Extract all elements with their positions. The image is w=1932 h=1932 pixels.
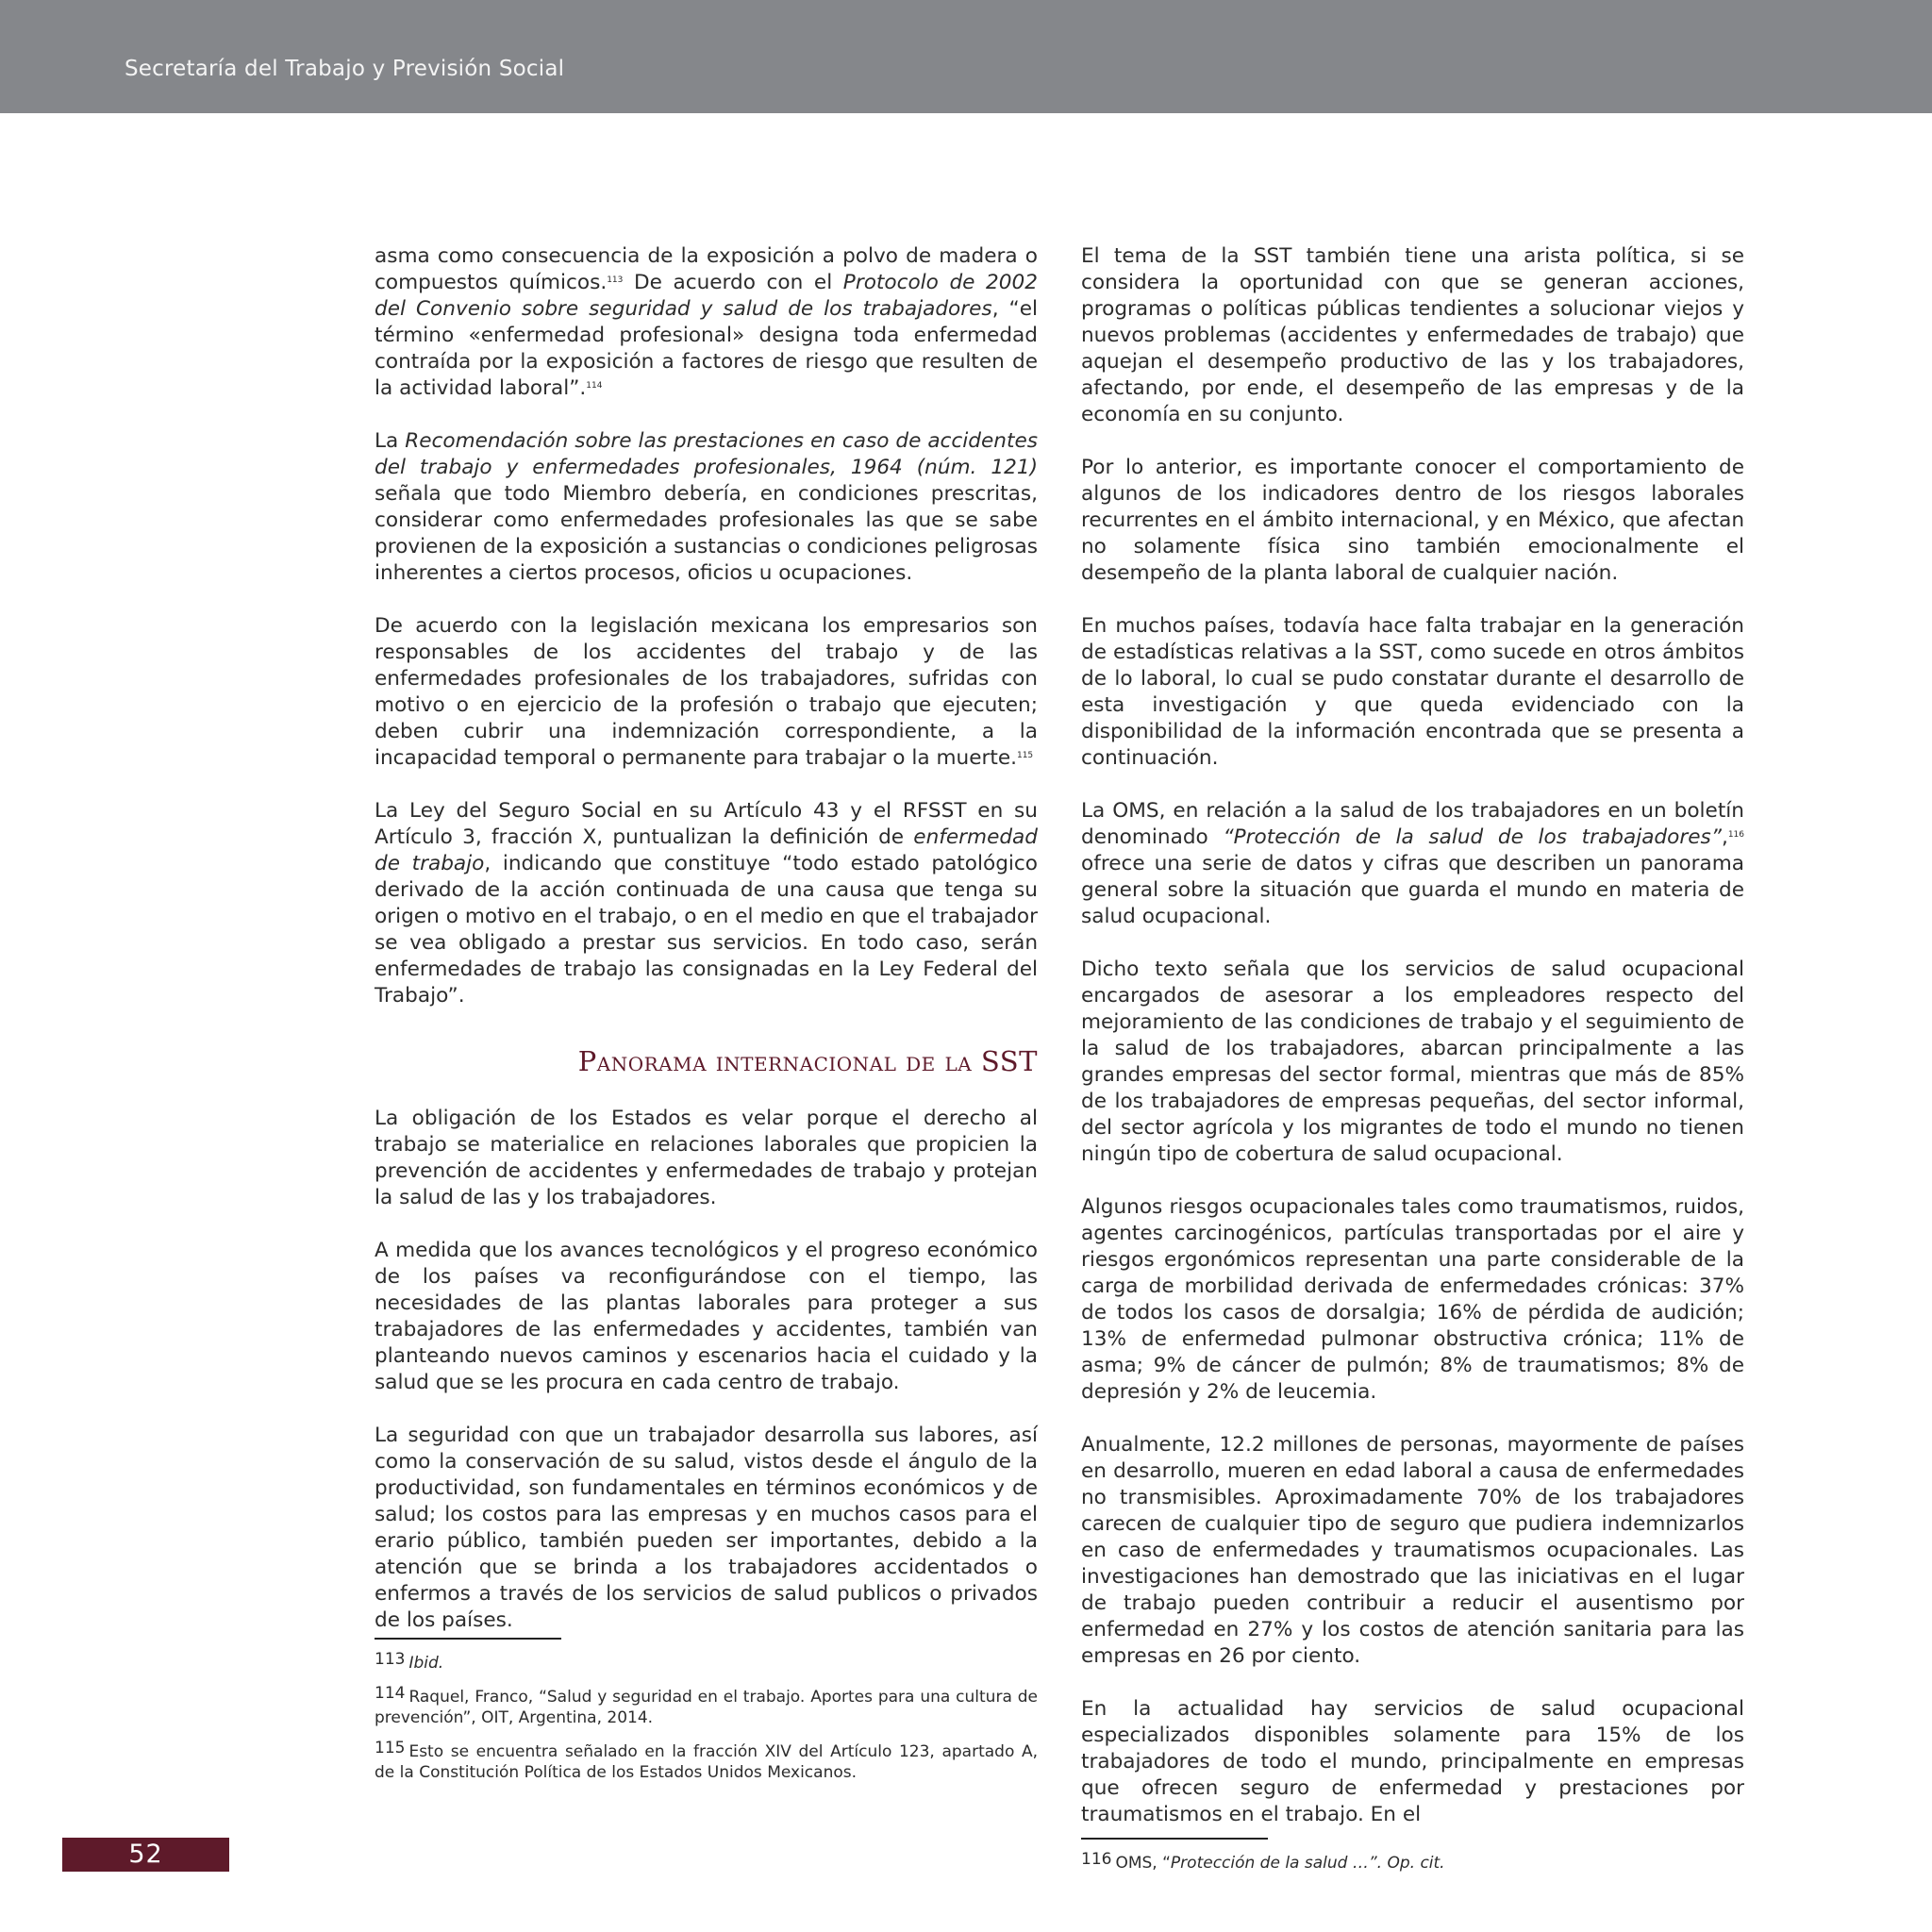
paragraph: De acuerdo con la legislación mexicana los empresarios son responsables de los accidentes del trabajo y de las enfermedades profesionales de los trabajadores, sufridas con motivo o en ejercicio de la profesión o trabajo que ejecuten; deben cubrir una indemnización correspondiente, a la incapacidad temporal o permanente para trabajar o la muerte.$^{115}$ [375,614,1038,770]
page-number: 52 [128,1840,163,1869]
footnote-ref-114: 114 [586,381,603,391]
paragraph: La Ley del Seguro Social en su Artículo 43 y el RFSST en su Artículo 3, fracción X, puntualizan la definición de enfermedad de trabajo, indicando que constituye “todo estado patológico derivado de la acción continuada de una causa que tenga su origen o motivo en el trabajo, o en el medio en que el trabajador se vea obligado a prestar sus servicios. En todo caso, serán enfermedades de trabajo las consignadas en la Ley Federal del Trabajo”. [375,799,1038,1008]
footnote-116: 116 OMS, “Protección de la salud …”. Op. cit. [1081,1850,1445,1873]
paragraph: La obligación de los Estados es velar porque el derecho al trabajo se materialice en relaciones laborales que propicien la prevención de accidentes y enfermedades de trabajo y protejan la salud de las y los trabajadores. [375,1107,1038,1209]
paragraph: Algunos riesgos ocupacionales tales como traumatismos, ruidos, agentes carcinogénicos, partículas transportadas por el aire y riesgos ergonómicos representan una parte considerable de la carga de morbilidad derivada de enfermedades crónicas: 37% de todos los casos de dorsalgia; 16% de pérdida de audición; 13% de enfermedad pulmonar obstructiva crónica; 11% de asma; 9% de cáncer de pulmón; 8% de traumatismos; 8% de depresión y 2% de leucemia. [1081,1195,1744,1404]
paragraph: En muchos países, todavía hace falta trabajar en la generación de estadísticas relativas a la SST, como sucede en otros ámbitos de lo laboral, lo cual se pudo constatar durante el desarrollo de esta investigación y que queda evidenciado con la disponibilidad de la información encontrada que se presenta a continuación. [1081,614,1744,770]
paragraph: La Recomendación sobre las prestaciones en caso de accidentes del trabajo y enfermedades profesionales, 1964 (núm. 121) señala que todo Miembro debería, en condiciones prescritas, considerar como enfermedades profesionales las que se sabe provienen de la exposición a sustancias o condiciones peligrosas inherentes a ciertos procesos, oficios u ocupaciones. [375,429,1038,585]
paragraph: Anualmente, 12.2 millones de personas, mayormente de países en desarrollo, mueren en edad laboral a causa de enfermedades no transmisibles. Aproximadamente 70% de los trabajadores carecen de cualquier tipo de seguro que pudiera indemnizarlos en caso de enfermedades y traumatismos ocupacionales. Las investigaciones han demostrado que las iniciativas en el lugar de trabajo pueden contribuir a reducir el ausentismo por enfermedad en 27% y los costos de atención sanitaria para las empresas en 26 por ciento. [1081,1433,1744,1668]
page-number-box [62,1838,229,1872]
section-heading: Panorama internacional de la SST [577,1045,1038,1077]
footnote-divider [375,1638,561,1640]
paragraph: En la actualidad hay servicios de salud ocupacional especializados disponibles solamente para 15% de los trabajadores de todo el mundo, principalmente en empresas que ofrecen seguro de enfermedad y prestaciones por traumatismos en el trabajo. En el [1081,1697,1744,1826]
paragraph: El tema de la SST también tiene una arista política, si se considera la oportunidad con que se generan acciones, programas o políticas públicas tendientes a solucionar viejos y nuevos problemas (accidentes y enfermedades de trabajo) que aquejan el desempeño productivo de las y los trabajadores, afectando, por ende, el desempeño de las empresas y de la economía en su conjunto. [1081,244,1744,426]
paragraph: asma como consecuencia de la exposición a polvo de madera o compuestos químicos.$^{113}$ De acuerdo con el Protocolo de 2002 del Convenio sobre seguridad y salud de los trabajadores, “el término «enfermedad profesional» designa toda enfermedad contraída por la exposición a factores de riesgo que resulten de la actividad laboral”.$^{114}$ [375,244,1039,400]
footnote-113: 113 Ibid. [375,1650,444,1673]
footnotes [375,1649,1038,1783]
footnote-114: 114 Raquel, Franco, “Salud y seguridad en el trabajo. Aportes para una cultura de prevención”, OIT, Argentina, 2014. [375,1684,1038,1727]
footnote-ref-113: 113 [607,275,624,285]
page-header [0,0,1932,113]
footnotes [1081,1849,1744,1874]
paragraph: A medida que los avances tecnológicos y el progreso económico de los países va reconfigurándose con el tiempo, las necesidades de las plantas laborales para proteger a sus trabajadores de las enfermedades y accidentes, también van planteando nuevos caminos y escenarios hacia el cuidado y la salud que se les procura en cada centro de trabajo. [375,1239,1038,1394]
paragraph: La OMS, en relación a la salud de los trabajadores en un boletín denominado “Protección de la salud de los trabajadores”,$^{116}$ ofrece una serie de datos y cifras que describen un panorama general sobre la situación que guarda el mundo en materia de salud ocupacional. [1081,799,1745,928]
paragraph: Dicho texto señala que los servicios de salud ocupacional encargados de asesorar a los empleadores respecto del mejoramiento de las condiciones de trabajo y el seguimiento de la salud de los trabajadores, abarcan principalmente a las grandes empresas del sector formal, mientras que más de 85% de los trabajadores de empresas pequeñas, del sector informal, del sector agrícola y los migrantes de todo el mundo no tienen ningún tipo de cobertura de salud ocupacional. [1081,958,1744,1166]
paragraph: Por lo anterior, es importante conocer el comportamiento de algunos de los indicadores dentro de los riesgos laborales recurrentes en el ámbito internacional, y en México, que afectan no solamente física sino también emocionalmente el desempeño de la planta laboral de cualquier nación. [1081,456,1744,585]
footnote-115: 115 Esto se encuentra señalado en la fracción XIV del Artículo 123, apartado A, de la Constitución Política de los Estados Unidos Mexicanos. [375,1739,1038,1782]
footnote-divider [1081,1838,1268,1840]
left-column [375,243,1038,1783]
footnote-ref-115: 115 [1016,751,1034,760]
header-title: Secretaría del Trabajo y Previsión Social [125,57,565,81]
footnote-ref-116: 116 [1727,830,1745,840]
paragraph: La seguridad con que un trabajador desarrolla sus labores, así como la conservación de su salud, vistos desde el ángulo de la productividad, son fundamentales en términos económicos y de salud; los costos para las empresas y en muchos casos para el erario público, también pueden ser importantes, debido a la atención que se brinda a los trabajadores accidentados o enfermos a través de los servicios de salud publicos o privados de los países. [375,1424,1038,1632]
right-column [1081,243,1744,1874]
